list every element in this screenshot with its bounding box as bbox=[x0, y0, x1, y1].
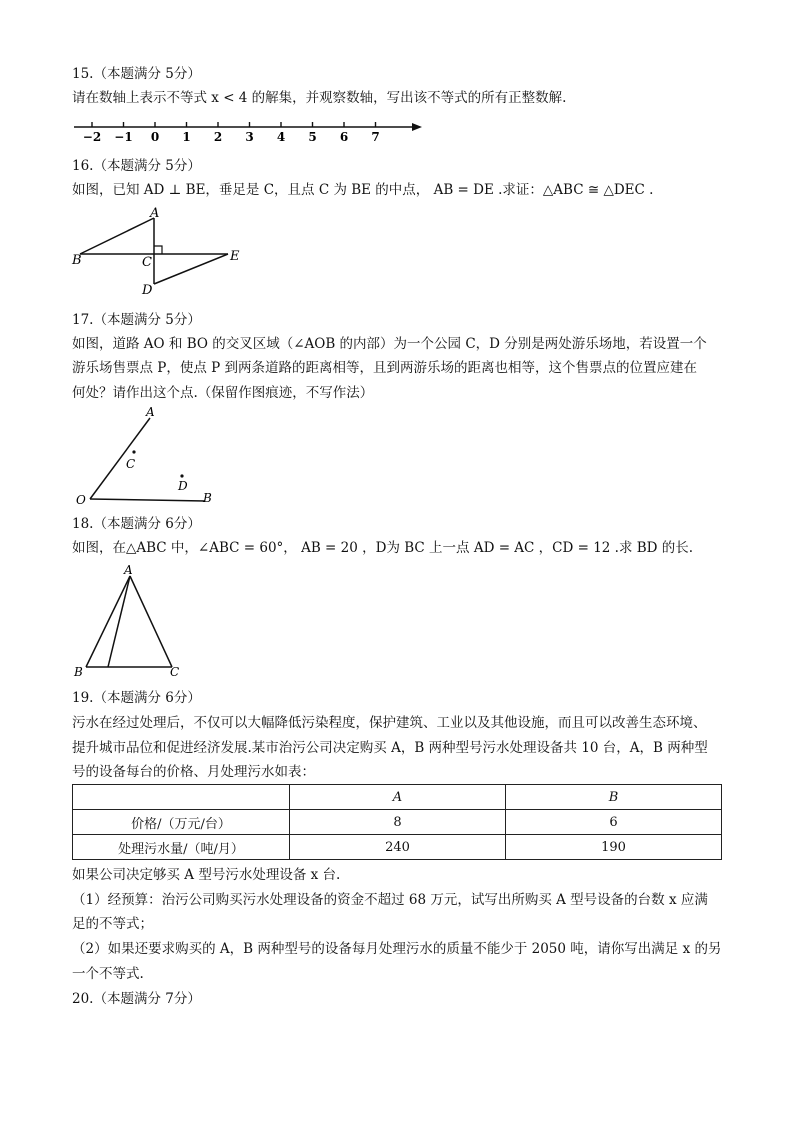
q19-line-1: 污水在经过处理后，不仅可以大幅降低污染程度，保护建筑、工业以及其他设施，而且可以改善生态环境、 bbox=[72, 715, 707, 731]
number-line-tick-label: 0 bbox=[150, 130, 160, 144]
number-line-tick-label: −2 bbox=[82, 130, 102, 144]
q19-header: 19.（本题满分 6分） bbox=[72, 690, 201, 706]
q16-label-a: A bbox=[150, 206, 160, 221]
q18-label-b: B bbox=[74, 665, 83, 679]
table-cell: 价格/（万元/台） bbox=[73, 810, 290, 835]
table-row bbox=[73, 810, 722, 835]
q15-text: 请在数轴上表示不等式 x < 4 的解集，并观察数轴，写出该不等式的所有正整数解. bbox=[72, 90, 567, 106]
table-cell: 6 bbox=[506, 810, 722, 835]
q20-header: 20.（本题满分 7分） bbox=[72, 991, 201, 1007]
q16-header: 16.（本题满分 5分） bbox=[72, 158, 201, 174]
q17-label-c: C bbox=[126, 457, 136, 471]
q17-line-2: 游乐场售票点 P，使点 P 到两条道路的距离相等，且到两游乐场的距离也相等，这个售票点的位置应建在 bbox=[72, 360, 698, 376]
table-header-cell: A bbox=[290, 785, 506, 810]
q19-part1-line-1: （1）经预算：治污公司购买污水处理设备的资金不超过 68 万元，试写出所购买 A 型号设备的台数 x 应满 bbox=[72, 892, 708, 908]
q16-label-d: D bbox=[142, 283, 153, 298]
table-cell: 处理污水量/（吨/月） bbox=[73, 835, 290, 860]
number-line-tick-label: 3 bbox=[245, 130, 254, 144]
table-cell: 190 bbox=[506, 835, 722, 860]
q18-label-a: A bbox=[124, 563, 133, 577]
q19-after-table: 如果公司决定够买 A 型号污水处理设备 x 台. bbox=[72, 867, 341, 883]
number-line-tick-label: 1 bbox=[182, 130, 191, 144]
q17-label-d: D bbox=[178, 479, 188, 493]
q17-line-1: 如图，道路 AO 和 BO 的交叉区域（∠AOB 的内部）为一个公园 C，D 分别是两处游乐场地，若设置一个 bbox=[72, 336, 707, 352]
table-header-cell: B bbox=[506, 785, 722, 810]
table-cell: 240 bbox=[290, 835, 506, 860]
number-line bbox=[70, 112, 430, 146]
q15-header: 15.（本题满分 5分） bbox=[72, 66, 201, 82]
q17-label-b: B bbox=[203, 491, 212, 505]
q17-figure bbox=[70, 404, 230, 510]
q18-label-c: C bbox=[170, 665, 180, 679]
number-line-tick-label: 6 bbox=[339, 130, 349, 144]
q17-header: 17.（本题满分 5分） bbox=[72, 312, 201, 328]
q16-label-e: E bbox=[230, 249, 240, 264]
number-line-tick-label: 7 bbox=[371, 130, 380, 144]
number-line-tick-label: 5 bbox=[308, 130, 317, 144]
table-cell: 8 bbox=[290, 810, 506, 835]
q16-text: 如图，已知 AD ⊥ BE，垂足是 C，且点 C 为 BE 的中点， AB = DE .求证：△ABC ≅ △DEC . bbox=[72, 182, 654, 198]
q17-line-3: 何处？请作出这个点.（保留作图痕迹，不写作法） bbox=[72, 385, 374, 401]
table-header-row bbox=[73, 785, 722, 810]
q19-part1-line-2: 足的不等式； bbox=[72, 916, 153, 932]
number-line-tick-label: 2 bbox=[213, 130, 223, 144]
q16-label-c: C bbox=[142, 255, 152, 270]
q18-header: 18.（本题满分 6分） bbox=[72, 516, 201, 532]
q18-text: 如图，在△ABC 中，∠ABC = 60°， AB = 20 ，D为 BC 上一点 AD = AC ，CD = 12 .求 BD 的长. bbox=[72, 540, 694, 556]
q19-part2-line-1: （2）如果还要求购买的 A，B 两种型号的设备每月处理污水的质量不能少于 2050 吨，请你写出满足 x 的另 bbox=[72, 941, 722, 957]
table-row bbox=[73, 835, 722, 860]
q16-label-b: B bbox=[72, 253, 82, 268]
table-header-cell bbox=[73, 785, 290, 810]
q17-label-a: A bbox=[146, 405, 155, 419]
q19-part2-line-2: 一个不等式. bbox=[72, 966, 144, 982]
number-line-tick-label: 4 bbox=[276, 130, 286, 144]
number-line-tick-label: −1 bbox=[114, 130, 133, 144]
q19-line-3: 号的设备每台的价格、月处理污水如表： bbox=[72, 764, 315, 780]
equipment-table bbox=[72, 784, 722, 860]
q18-figure bbox=[70, 562, 190, 682]
q16-figure bbox=[70, 208, 250, 300]
q17-label-o: O bbox=[76, 493, 86, 507]
q19-line-2: 提升城市品位和促进经济发展.某市治污公司决定购买 A，B 两种型号污水处理设备共 10 台，A，B 两种型 bbox=[72, 740, 708, 756]
